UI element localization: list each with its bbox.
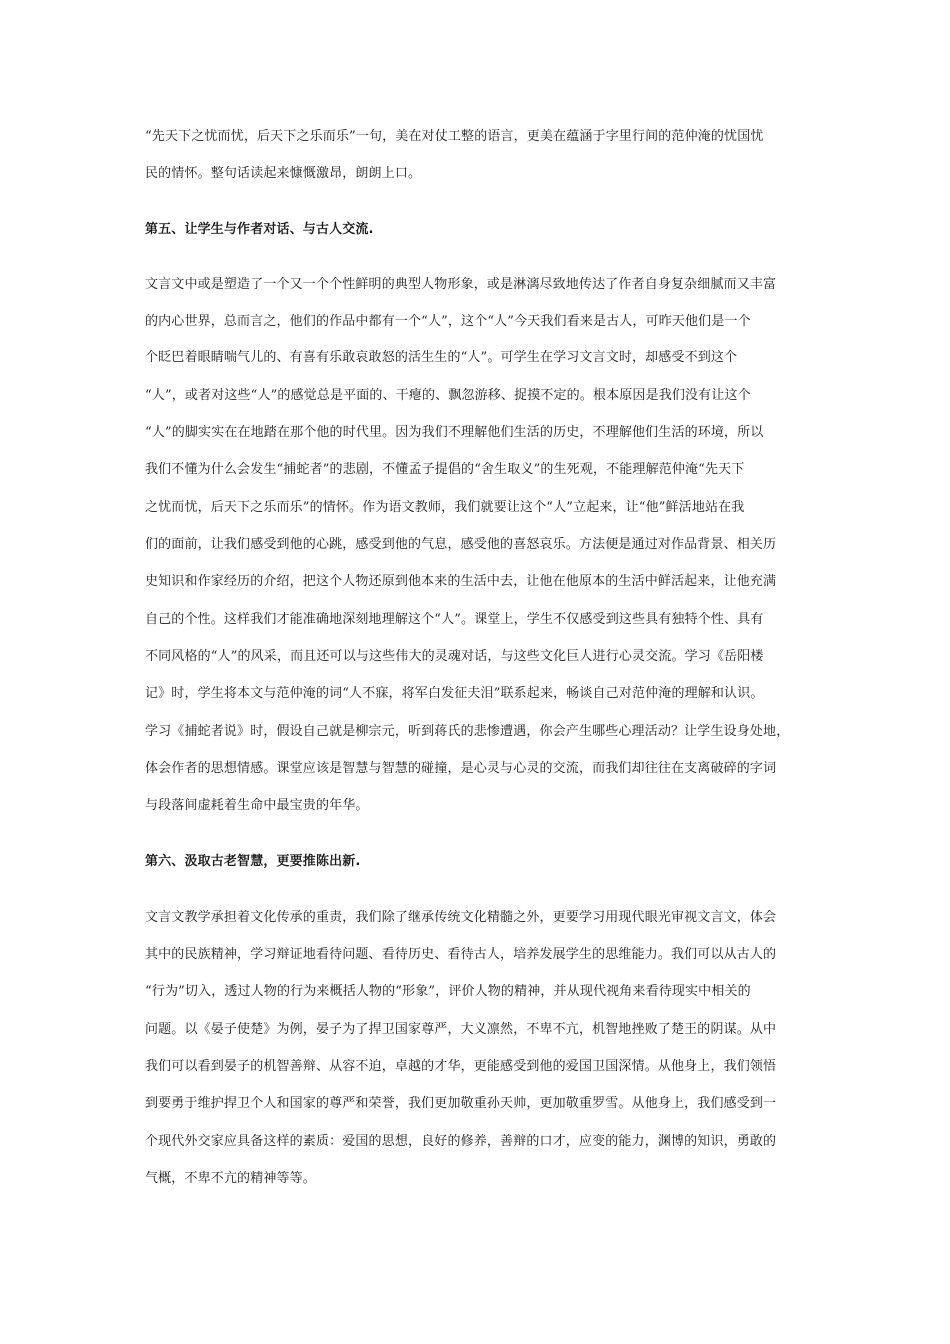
paragraph-line: 文言文中或是塑造了一个又一个个性鲜明的典型人物形象，或是淋漓尽致地传达了作者自身复杂细腻而又丰富 bbox=[145, 277, 777, 292]
paragraph-line: 文言文教学承担着文化传承的重责，我们除了继承传统文化精髓之外，更要学习用现代眼光审视文言文，体会 bbox=[145, 910, 777, 925]
paragraph-line: 其中的民族精神，学习辩证地看待问题、看待历史、看待古人，培养发展学生的思维能力。我们可以从古人的 bbox=[145, 947, 777, 962]
paragraph-line: 学习《捕蛇者说》时，假设自己就是柳宗元，听到蒋氏的悲惨遭遇，你会产生哪些心理活动？让学生设身处地， bbox=[145, 724, 790, 739]
paragraph-line: 体会作者的思想情感。课堂应该是智慧与智慧的碰撞，是心灵与心灵的交流，而我们却往往在支离破碎的字词 bbox=[145, 761, 777, 776]
section-5-heading: 第五、让学生与作者对话、与古人交流. bbox=[145, 222, 374, 237]
paragraph-line: 自己的个性。这样我们才能准确地深刻地理解这个“人”。课堂上，学生不仅感受到这些具有独特个性、具有 bbox=[145, 612, 764, 627]
paragraph-line: 们的面前，让我们感受到他的心跳，感受到他的气息，感受他的喜怒哀乐。方法便是通过对作品背景、相关历 bbox=[145, 537, 777, 552]
paragraph-line: 个眨巴着眼睛喘气儿的、有喜有乐敢哀敢怒的活生生的“人”。可学生在学习文言文时，却感受不到这个 bbox=[145, 350, 738, 365]
paragraph-line: 到要勇于维护捍卫个人和国家的尊严和荣誉，我们更加敬重孙天帅，更加敬重罗雪。从他身上，我们感受到一 bbox=[145, 1096, 777, 1111]
paragraph-line: 我们不懂为什么会发生“捕蛇者”的悲剧，不懂孟子提倡的“舍生取义”的生死观，不能理解范仲淹“先天下 bbox=[145, 462, 745, 477]
paragraph-line: “人”，或者对这些“人”的感觉总是平面的、干瘪的、飘忽游移、捉摸不定的。根本原因是我们没有让这个 bbox=[145, 388, 751, 403]
paragraph-line: 我们可以看到晏子的机智善辩、从容不迫，卓越的才华，更能感受到他的爱国卫国深情。从他身上，我们领悟 bbox=[145, 1059, 777, 1074]
section-6-heading: 第六、汲取古老智慧，更要推陈出新. bbox=[145, 854, 361, 869]
paragraph-line: 不同风格的“人”的风采，而且还可以与这些伟大的灵魂对话，与这些文化巨人进行心灵交流。学习《岳阳楼 bbox=[145, 649, 764, 664]
paragraph-line: 记》时，学生将本文与范仲淹的词“人不寐，将军白发征夫泪”联系起来，畅谈自己对范仲淹的理解和认识。 bbox=[145, 686, 764, 701]
paragraph-line: 之忧而忧，后天下之乐而乐”的情怀。作为语文教师，我们就要让这个“人”立起来，让“他”鲜活地站在我 bbox=[145, 500, 745, 515]
intro-line: 民的情怀。整句话读起来慷慨激昂，朗朗上口。 bbox=[145, 166, 422, 181]
paragraph-line: 史知识和作家经历的介绍，把这个人物还原到他本来的生活中去，让他在他原本的生活中鲜活起来，让他充满 bbox=[145, 574, 777, 589]
paragraph-line: 气概，不卑不亢的精神等等。 bbox=[145, 1171, 316, 1186]
intro-line: “先天下之忧而忧，后天下之乐而乐”一句，美在对仗工整的语言，更美在蕴涵于字里行间的范仲淹的忧国忧 bbox=[145, 129, 764, 144]
paragraph-line: “行为”切入，透过人物的行为来概括人物的“形象”，评价人物的精神，并从现代视角来看待现实中相关的 bbox=[145, 984, 751, 999]
paragraph-line: 问题。以《晏子使楚》为例，晏子为了捍卫国家尊严，大义凛然，不卑不亢，机智地挫败了楚王的阴谋。从中 bbox=[145, 1022, 777, 1037]
paragraph-line: 的内心世界，总而言之，他们的作品中都有一个“人”，这个“人”今天我们看来是古人，可昨天他们是一个 bbox=[145, 314, 751, 329]
paragraph-line: 个现代外交家应具备这样的素质：爱国的思想，良好的修养，善辩的口才，应变的能力，渊博的知识，勇敢的 bbox=[145, 1134, 777, 1149]
paragraph-line: “人”的脚实实在在地踏在那个他的时代里。因为我们不理解他们生活的历史，不理解他们生活的环境，所以 bbox=[145, 425, 764, 440]
paragraph-line: 与段落间虚耗着生命中最宝贵的年华。 bbox=[145, 798, 369, 813]
